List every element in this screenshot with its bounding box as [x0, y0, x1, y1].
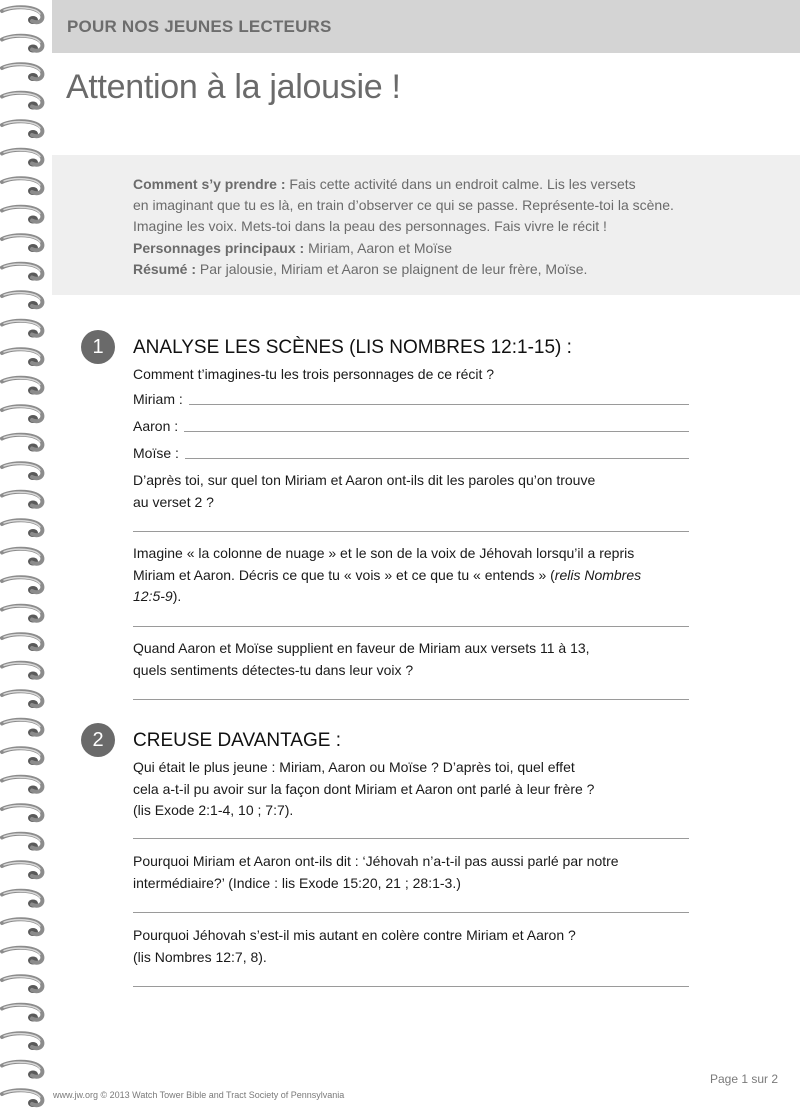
section-1-question-3 [133, 543, 693, 608]
section-1-intro-question: Comment t’imagines-tu les trois personnages de ce récit ? [133, 366, 495, 382]
binding-ring [2, 207, 42, 224]
intro-text [133, 174, 733, 280]
s1q2-answer-line[interactable] [133, 531, 689, 532]
section-2-number: 2 [81, 723, 115, 757]
binding-ring [2, 1005, 42, 1022]
intro-summary [133, 259, 733, 280]
moise-answer-line[interactable] [185, 458, 689, 459]
binding-ring [2, 378, 42, 395]
miriam-field[interactable] [133, 386, 689, 408]
spiral-binding [0, 0, 52, 1110]
binding-ring [2, 178, 42, 195]
intro-how-line-2: en imaginant que tu es là, en train d’observer ce qui se passe. Représente-toi la scène. [133, 197, 674, 214]
intro-characters-text: Miriam, Aaron et Moïse [308, 239, 452, 256]
binding-ring [2, 891, 42, 908]
binding-ring [2, 93, 42, 110]
binding-ring [2, 1062, 42, 1079]
binding-ring [2, 7, 42, 24]
s1q2-line-1: D’après toi, sur quel ton Miriam et Aaron ont-ils dit les paroles qu’on trouve [133, 472, 596, 488]
s1q3-line-3 [133, 586, 693, 608]
s1q3-line-2-reference: relis Nombres [554, 566, 642, 583]
s1q3-line-2-text: Miriam et Aaron. Décris ce que tu « vois » et ce que tu « entends » ( [133, 566, 555, 583]
s1q4-answer-line[interactable] [133, 699, 689, 700]
s2q2-line-1: Pourquoi Miriam et Aaron ont-ils dit : ‘Jéhovah n’a-t-il pas aussi parlé par notre [133, 853, 619, 869]
section-2-title: CREUSE DAVANTAGE : [133, 730, 341, 751]
intro-characters-label: Personnages principaux : [133, 239, 305, 256]
binding-ring [2, 321, 42, 338]
binding-ring [2, 634, 42, 651]
binding-ring [2, 577, 42, 594]
s1q3-line-3-reference: 12:5-9 [133, 588, 173, 604]
aaron-answer-line[interactable] [184, 431, 689, 432]
s1q3-answer-line[interactable] [133, 626, 689, 627]
binding-ring [2, 435, 42, 452]
binding-ring [2, 520, 42, 537]
intro-how-label: Comment s’y prendre : [133, 176, 286, 192]
binding-ring [2, 235, 42, 252]
section-1-number: 1 [81, 330, 115, 364]
moise-label: Moïse : [133, 445, 179, 461]
binding-ring [2, 549, 42, 566]
s2q1-line-3: (lis Exode 2:1-4, 10 ; 7:7). [133, 802, 294, 818]
binding-ring [2, 64, 42, 81]
s1q3-line-3-text: ). [172, 588, 182, 604]
intro-how-line-1 [133, 174, 733, 195]
binding-ring [2, 36, 42, 53]
section-2-question-2 [133, 851, 693, 894]
miriam-label: Miriam : [133, 391, 183, 407]
binding-ring [2, 406, 42, 423]
intro-how-line-3: Imagine les voix. Mets-toi dans la peau des personnages. Fais vivre le récit ! [133, 218, 607, 235]
binding-ring [2, 264, 42, 281]
binding-ring [2, 691, 42, 708]
s1q3-line-1: Imagine « la colonne de nuage » et le son de la voix de Jéhovah lorsqu’il a repris [133, 545, 635, 561]
binding-ring [2, 948, 42, 965]
s1q4-line-1: Quand Aaron et Moïse supplient en faveur de Miriam aux versets 11 à 13, [133, 640, 590, 656]
binding-ring [2, 1090, 42, 1107]
section-1-question-2 [133, 470, 693, 513]
binding-ring [2, 492, 42, 509]
binding-ring [2, 777, 42, 794]
binding-ring [2, 150, 42, 167]
binding-ring [2, 1033, 42, 1050]
section-2-question-3 [133, 925, 693, 968]
binding-ring [2, 463, 42, 480]
binding-ring [2, 663, 42, 680]
section-1-question-4 [133, 638, 693, 681]
binding-ring [2, 292, 42, 309]
intro-how-text-1: Fais cette activité dans un endroit calme. Lis les versets [289, 176, 636, 192]
aaron-field[interactable] [133, 413, 689, 435]
binding-ring [2, 805, 42, 822]
section-2-question-1 [133, 757, 693, 822]
copyright-notice: www.jw.org © 2013 Watch Tower Bible and Tract Society of Pennsylvania [53, 1090, 345, 1100]
header-label: POUR NOS JEUNES LECTEURS [67, 17, 332, 36]
binding-ring [2, 349, 42, 366]
binding-ring [2, 862, 42, 879]
page-title: Attention à la jalousie ! [66, 68, 401, 106]
s1q4-line-2: quels sentiments détectes-tu dans leur voix ? [133, 661, 414, 678]
section-1-title: ANALYSE LES SCÈNES (LIS NOMBRES 12:1-15) : [133, 337, 572, 358]
binding-ring [2, 720, 42, 737]
intro-summary-text: Par jalousie, Miriam et Aaron se plaignent de leur frère, Moïse. [199, 260, 588, 277]
page-number: Page 1 sur 2 [710, 1072, 779, 1086]
binding-ring [2, 919, 42, 936]
binding-ring [2, 606, 42, 623]
s2q3-answer-line[interactable] [133, 986, 689, 987]
s2q2-line-2: intermédiaire?’ (Indice : lis Exode 15:20, 21 ; 28:1-3.) [133, 874, 461, 891]
s1q3-line-2 [133, 565, 693, 587]
binding-ring [2, 121, 42, 138]
s2q1-answer-line[interactable] [133, 838, 689, 839]
s2q1-line-2: cela a-t-il pu avoir sur la façon dont Miriam et Aaron ont parlé à leur frère ? [133, 780, 595, 797]
intro-characters [133, 238, 733, 259]
aaron-label: Aaron : [133, 418, 179, 434]
binding-ring [2, 976, 42, 993]
miriam-answer-line[interactable] [189, 404, 689, 405]
binding-ring [2, 748, 42, 765]
s2q3-line-1: Pourquoi Jéhovah s’est-il mis autant en colère contre Miriam et Aaron ? [133, 927, 576, 943]
intro-summary-label: Résumé : [133, 260, 197, 277]
s1q2-line-2: au verset 2 ? [133, 493, 214, 510]
binding-ring [2, 834, 42, 851]
s2q3-line-2: (lis Nombres 12:7, 8). [133, 948, 267, 965]
s2q1-line-1: Qui était le plus jeune : Miriam, Aaron ou Moïse ? D’après toi, quel effet [133, 759, 575, 775]
moise-field[interactable] [133, 440, 689, 462]
s2q2-answer-line[interactable] [133, 912, 689, 913]
